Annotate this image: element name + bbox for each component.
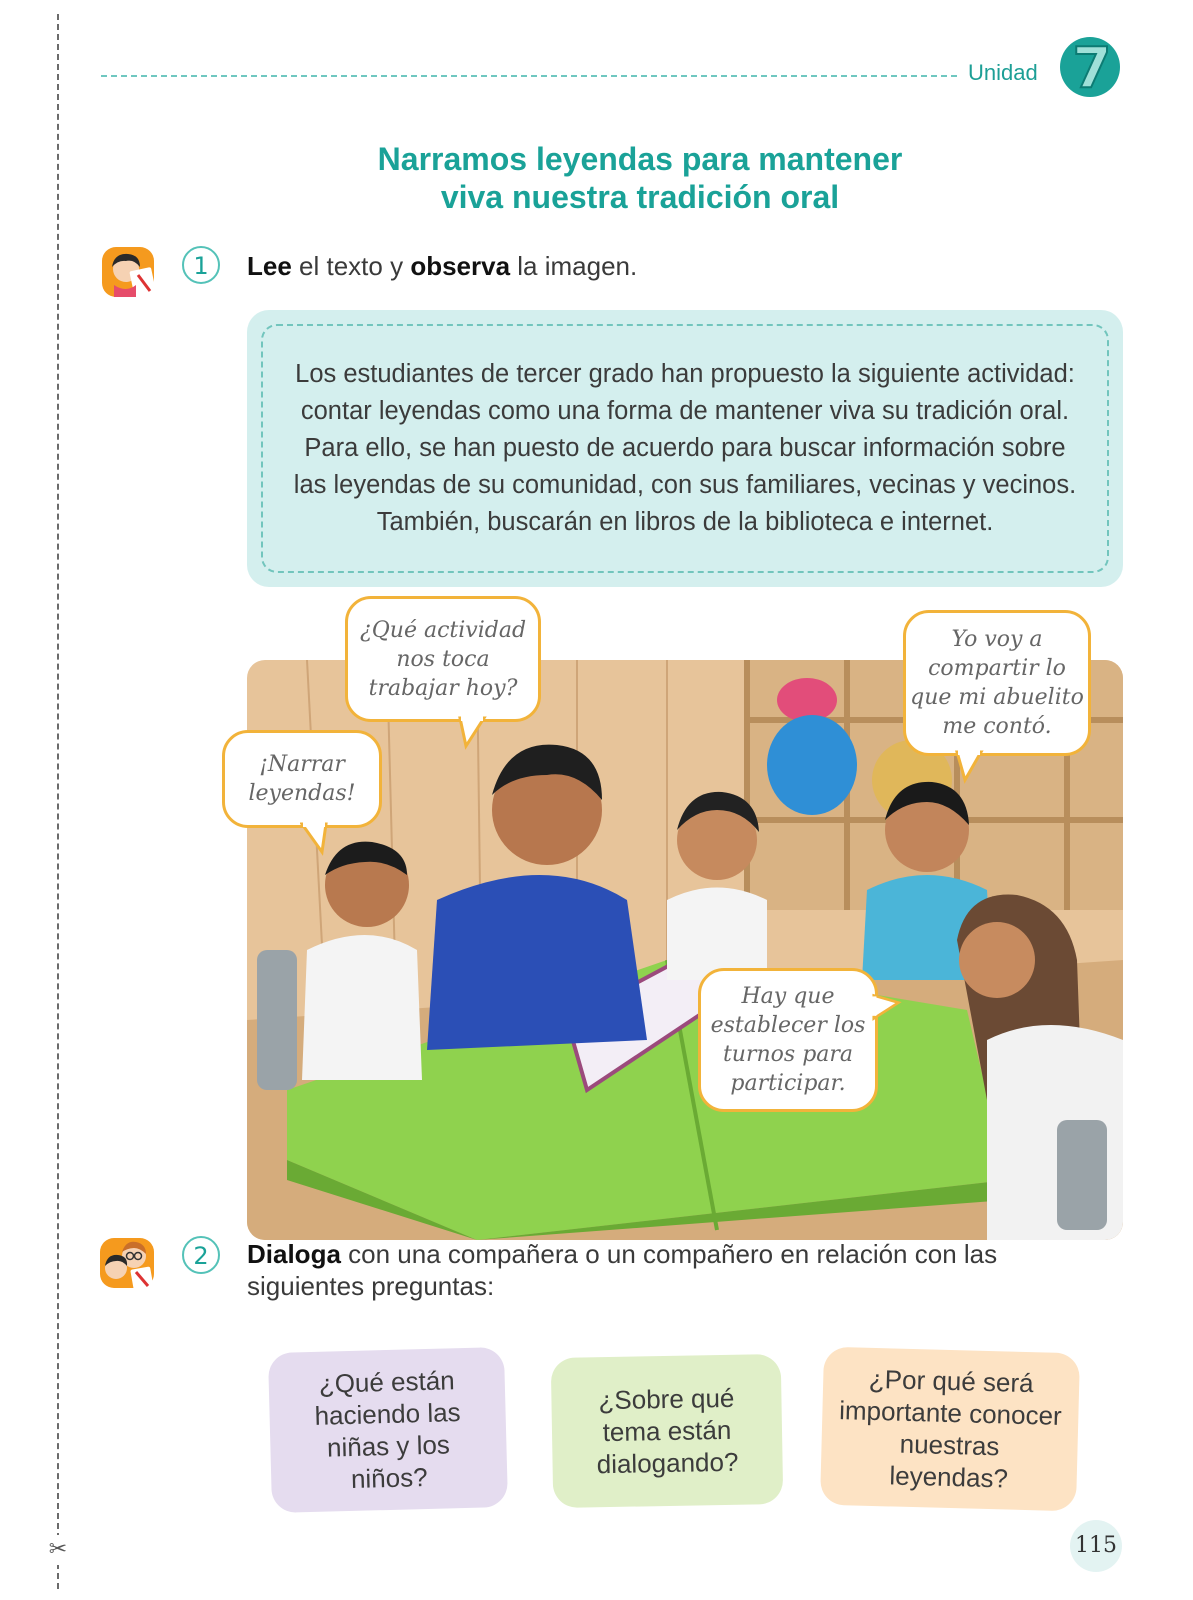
unit-label: Unidad (968, 60, 1038, 85)
intro-paragraph: Los estudiantes de tercer grado han propuesto la siguiente actividad: contar leyendas como una forma de mantener viva su tradición oral. Para ello, se han puesto de acuerdo para buscar información sobre las leyendas de su comunidad, con sus familiares, vecinas y vecinos. También, buscarán en libros de la biblioteca e internet. (293, 360, 1077, 536)
page-number: 115 (1070, 1520, 1122, 1572)
activity-2-number: 2 (182, 1236, 220, 1274)
speech-bubble-boy-right: Yo voy a compartir lo que mi abuelito me contó. (903, 610, 1091, 756)
cut-line (57, 14, 59, 1589)
activity-2-instruction: Dialoga con una compañera o un compañero en relación con las siguientes preguntas: (247, 1239, 998, 1301)
speech-bubble-girl-right: Hay que establecer los turnos para participar. (698, 968, 878, 1112)
speech-bubble-kid-left: ¡Narrar leyendas! (222, 730, 382, 828)
bubble-tail (872, 990, 902, 1024)
activity-1-instruction: Lee el texto y observa la imagen. (247, 251, 638, 281)
bubble-tail (955, 750, 985, 784)
page-title-line-2: viva nuestra tradición oral (440, 179, 840, 215)
scissors-icon: ✂ (46, 1535, 70, 1565)
activity-1-number: 1 (182, 246, 220, 284)
unit-badge-icon (1058, 35, 1122, 99)
bubble-tail (458, 716, 488, 750)
header-divider (101, 75, 957, 77)
intro-text-box (247, 310, 1123, 587)
question-card-1: ¿Qué están haciendo las niñas y los niños? (268, 1347, 508, 1513)
pair-work-icon (98, 1236, 158, 1292)
unit-number: 7 (1072, 36, 1112, 99)
question-card-3: ¿Por qué será importante conocer nuestras leyendas? (820, 1347, 1080, 1512)
student-reading-icon (100, 245, 160, 301)
page-title-line-1: Narramos leyendas para mantener (377, 141, 903, 177)
speech-bubble-teacher: ¿Qué actividad nos toca trabajar hoy? (345, 596, 541, 722)
question-card-2: ¿Sobre qué tema están dialogando? (551, 1354, 784, 1508)
bubble-tail (300, 822, 330, 856)
